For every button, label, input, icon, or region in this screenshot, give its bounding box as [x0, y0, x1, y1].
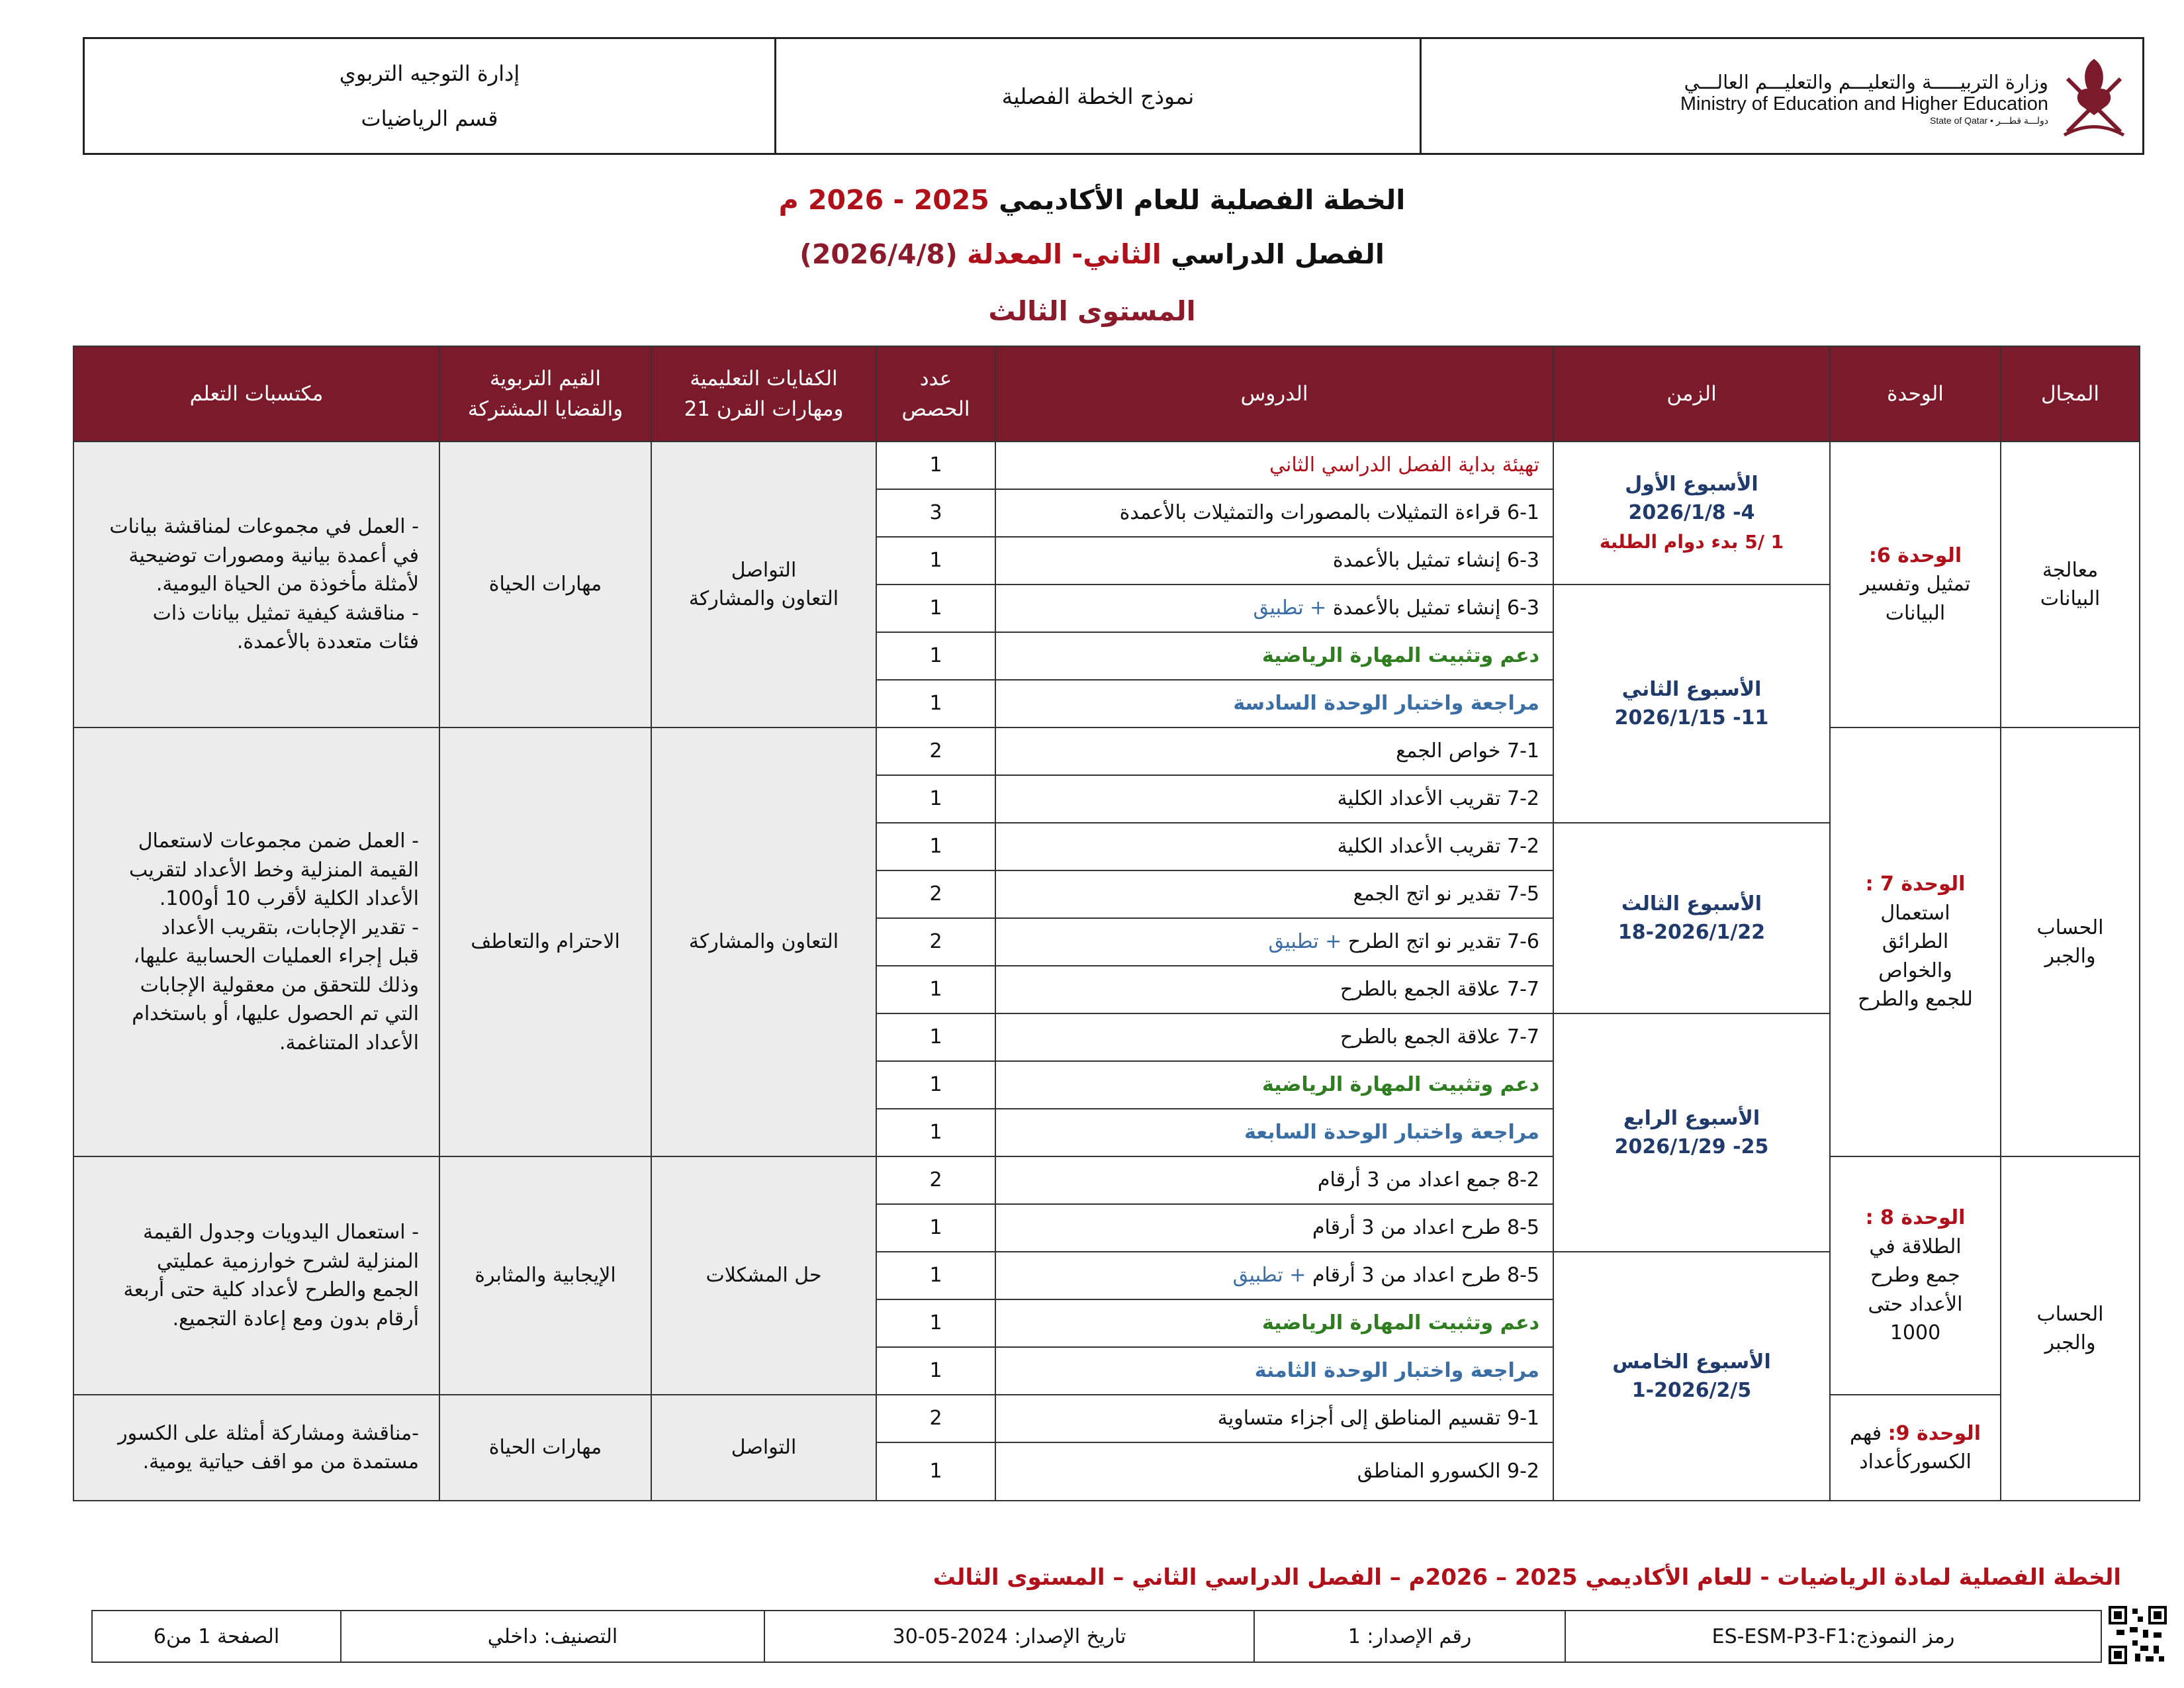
lesson-cell: مراجعة واختبار الوحدة الثامنة: [995, 1347, 1553, 1395]
form-code: رمز النموذج:ES-ESM-P3-F1: [1565, 1611, 2101, 1662]
lesson-cell: 6-3 إنشاء تمثيل بالأعمدة + تطبيق: [995, 585, 1553, 632]
competency-cell: حل المشكلات: [651, 1156, 876, 1395]
ministry-name-en: Ministry of Education and Higher Education: [1680, 93, 2048, 115]
periods-cell: 2: [876, 727, 995, 775]
periods-cell: 1: [876, 1442, 995, 1501]
col-field: المجال: [2001, 346, 2140, 442]
periods-cell: 3: [876, 489, 995, 537]
outcomes-cell: - العمل في مجموعات لمناقشة بيانات في أعمدة بيانية ومصورات توضيحية لأمثلة مأخوذة من الحياة اليومية. - مناقشة كيفية تمثيل بيانات ذات فئات متعددة بالأعمدة.: [73, 442, 439, 727]
lesson-cell: دعم وتثبيت المهارة الرياضية: [995, 1061, 1553, 1109]
periods-cell: 1: [876, 823, 995, 870]
form-title: نموذج الخطة الفصلية: [776, 39, 1422, 153]
state-label: State of Qatar • دولـــة قطـــر: [1929, 115, 2048, 126]
department-name: إدارة التوجيه التربوي: [339, 61, 520, 86]
lesson-cell: 8-5 طرح اعداد من 3 أرقام + تطبيق: [995, 1252, 1553, 1299]
lesson-cell: دعم وتثبيت المهارة الرياضية: [995, 1299, 1553, 1347]
periods-cell: 1: [876, 1252, 995, 1299]
issue-date: تاريخ الإصدار: 2024-05-30: [764, 1611, 1253, 1662]
field-cell: الحساب والجبر: [2001, 727, 2140, 1156]
periods-cell: 1: [876, 537, 995, 585]
lesson-cell: 7-2 تقريب الأعداد الكلية: [995, 775, 1553, 823]
table-row: [73, 1156, 2140, 1204]
competency-cell: التواصل التعاون والمشاركة: [651, 442, 876, 727]
semester-title: الفصل الدراسي الثاني- المعدلة (2026/4/8): [799, 238, 1385, 270]
periods-cell: 1: [876, 680, 995, 727]
level-title: المستوى الثالث: [988, 295, 1196, 327]
table-row: [73, 442, 2140, 489]
qr-code-icon: [2106, 1603, 2169, 1667]
week-cell: الأسبوع الخامس 1-2026/2/5: [1553, 1252, 1830, 1501]
col-outcomes: مكتسبات التعلم: [73, 346, 439, 442]
lesson-cell: 7-7 علاقة الجمع بالطرح: [995, 1013, 1553, 1061]
competency-cell: التواصل: [651, 1395, 876, 1501]
periods-cell: 1: [876, 1204, 995, 1252]
lesson-cell: مراجعة واختبار الوحدة السادسة: [995, 680, 1553, 727]
lesson-cell: 9-1 تقسيم المناطق إلى أجزاء متساوية: [995, 1395, 1553, 1442]
col-competencies: الكفايات التعليمية ومهارات القرن 21: [651, 346, 876, 442]
values-cell: مهارات الحياة: [439, 442, 651, 727]
classification: التصنيف: داخلي: [340, 1611, 764, 1662]
table-header-row: [73, 346, 2140, 442]
page-number: الصفحة 1 من6: [153, 1624, 280, 1648]
periods-cell: 1: [876, 1109, 995, 1156]
unit-cell: الوحدة 7 : استعمال الطرائق والخواص للجمع والطرح: [1830, 727, 2001, 1156]
col-time: الزمن: [1553, 346, 1830, 442]
lesson-cell: مراجعة واختبار الوحدة السابعة: [995, 1109, 1553, 1156]
periods-cell: 1: [876, 632, 995, 680]
lesson-cell: 6-1 قراءة التمثيلات بالمصورات والتمثيلات بالأعمدة: [995, 489, 1553, 537]
col-values: القيم التربوية والقضايا المشتركة: [439, 346, 651, 442]
outcomes-cell: - العمل ضمن مجموعات لاستعمال القيمة المنزلية وخط الأعداد لتقريب الأعداد الكلية لأقرب 10 أو100. - تقدير الإجابات، بتقريب الأعداد قبل إجراء العمليات الحسابية عليها، وذلك للتحقق من معقولية الإجابات التي تم الحصول عليها، أو باستخدام الأعداد المتناغمة.: [73, 727, 439, 1156]
periods-cell: 1: [876, 442, 995, 489]
periods-cell: 1: [876, 1299, 995, 1347]
lesson-cell: 7-2 تقريب الأعداد الكلية: [995, 823, 1553, 870]
semester-plan-table: [73, 346, 2140, 1501]
periods-cell: 1: [876, 1013, 995, 1061]
lesson-cell: تهيئة بداية الفصل الدراسي الثاني: [995, 442, 1553, 489]
lesson-cell: 8-2 جمع اعداد من 3 أرقام: [995, 1156, 1553, 1204]
week-cell: الأسبوع الرابع 25- 2026/1/29: [1553, 1013, 1830, 1252]
periods-cell: 1: [876, 1061, 995, 1109]
week-cell: الأسبوع الأول 4- 2026/1/8 1 /5 بدء دوام الطلبة: [1553, 442, 1830, 585]
ministry-box: [1422, 39, 2142, 153]
unit-cell: الوحدة 6: تمثيل وتفسير البيانات: [1830, 442, 2001, 727]
periods-cell: 1: [876, 585, 995, 632]
values-cell: مهارات الحياة: [439, 1395, 651, 1501]
unit-cell: الوحدة 8 : الطلاقة في جمع وطرح الأعداد حتى 1000: [1830, 1156, 2001, 1395]
competency-cell: التعاون والمشاركة: [651, 727, 876, 1156]
lesson-cell: 6-3 إنشاء تمثيل بالأعمدة: [995, 537, 1553, 585]
lesson-cell: 9-2 الكسورو المناطق: [995, 1442, 1553, 1501]
col-unit: الوحدة: [1830, 346, 2001, 442]
lesson-cell: 7-5 تقدير نو اتج الجمع: [995, 870, 1553, 918]
ministry-name-ar: وزارة التربيـــــة والتعليـــم والتعليـــم العالـــي: [1684, 70, 2048, 93]
outcomes-cell: -مناقشة ومشاركة أمثلة على الكسور مستمدة من مو اقف حياتية يومية.: [73, 1395, 439, 1501]
field-cell: الحساب والجبر: [2001, 1156, 2140, 1501]
values-cell: الاحترام والتعاطف: [439, 727, 651, 1156]
periods-cell: 2: [876, 918, 995, 966]
periods-cell: 2: [876, 870, 995, 918]
week-cell: الأسبوع الثاني 11- 2026/1/15: [1553, 585, 1830, 823]
periods-cell: 2: [876, 1395, 995, 1442]
periods-cell: 1: [876, 966, 995, 1013]
lesson-cell: دعم وتثبيت المهارة الرياضية: [995, 632, 1553, 680]
field-cell: معالجة البيانات: [2001, 442, 2140, 727]
lesson-cell: 7-6 تقدير نو اتج الطرح + تطبيق: [995, 918, 1553, 966]
outcomes-cell: - استعمال اليدويات وجدول القيمة المنزلية لشرح خوارزمية عمليتي الجمع والطرح لأعداد كلية حتى أربعة أرقام بدون ومع إعادة التجميع.: [73, 1156, 439, 1395]
periods-cell: 2: [876, 1156, 995, 1204]
ministry-logo: [1680, 52, 2130, 145]
periods-cell: 1: [876, 1347, 995, 1395]
department-box: [85, 39, 776, 153]
table-row: [73, 1395, 2140, 1442]
unit-cell: الوحدة 9: فهم الكسوركأعداد: [1830, 1395, 2001, 1501]
col-lessons: الدروس: [995, 346, 1553, 442]
document-header: [83, 37, 2144, 155]
document-footer: [91, 1610, 2102, 1663]
table-row: [73, 727, 2140, 775]
footer-title: الخطة الفصلية لمادة الرياضيات - للعام الأكاديمي 2025 – 2026م – الفصل الدراسي الثاني – المستوى الثالث: [933, 1564, 2121, 1591]
week-cell: الأسبوع الثالث 18-2026/1/22: [1553, 823, 1830, 1013]
section-name: قسم الرياضيات: [361, 106, 498, 131]
lesson-cell: 8-5 طرح اعداد من 3 أرقام: [995, 1204, 1553, 1252]
values-cell: الإيجابية والمثابرة: [439, 1156, 651, 1395]
lesson-cell: 7-1 خواص الجمع: [995, 727, 1553, 775]
col-periods: عدد الحصص: [876, 346, 995, 442]
version-number: رقم الإصدار: 1: [1253, 1611, 1565, 1662]
periods-cell: 1: [876, 775, 995, 823]
qatar-emblem-icon: [2058, 52, 2130, 145]
lesson-cell: 7-7 علاقة الجمع بالطرح: [995, 966, 1553, 1013]
plan-title: الخطة الفصلية للعام الأكاديمي 2025 - 2026 م: [778, 184, 1406, 216]
